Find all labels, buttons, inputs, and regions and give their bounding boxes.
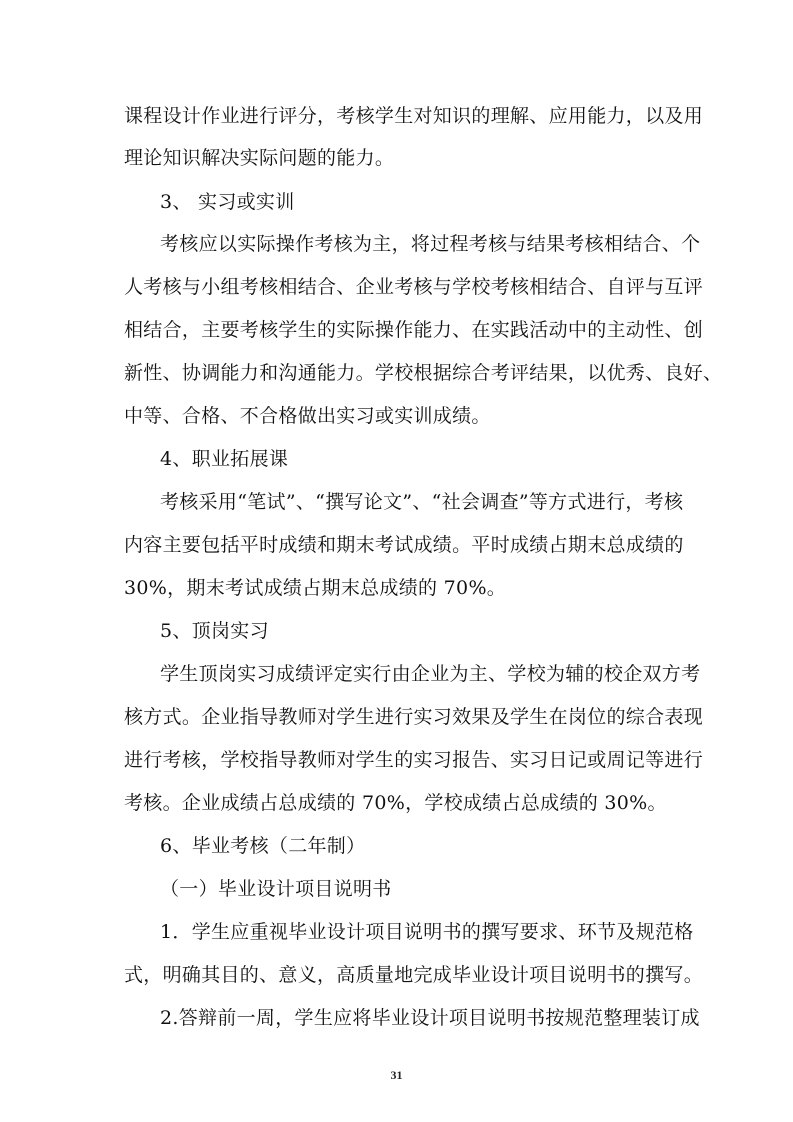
paragraph-line: 人考核与小组考核相结合、企业考核与学校考核相结合、自评与互评	[124, 276, 704, 298]
paragraph-line: 学生顶岗实习成绩评定实行由企业为主、学校为辅的校企双方考	[160, 663, 701, 685]
section-heading-graduation: 6、毕业考核（二年制）	[160, 835, 366, 857]
paragraph-line: 考核应以实际操作考核为主，将过程考核与结果考核相结合、个	[160, 233, 701, 255]
subsection-heading-specification: （一）毕业设计项目说明书	[160, 878, 392, 900]
paragraph-line: 30%，期末考试成绩占期末总成绩的 70%。	[124, 577, 507, 599]
paragraph-line: 相结合，主要考核学生的实际操作能力、在实践活动中的主动性、创	[124, 319, 704, 341]
paragraph-line: 进行考核，学校指导教师对学生的实习报告、实习日记或周记等进行	[124, 749, 704, 771]
paragraph-line: 新性、协调能力和沟通能力。学校根据综合考评结果，以优秀、良好、	[124, 362, 723, 384]
section-heading-internship: 3、 实习或实训	[160, 191, 295, 213]
paragraph-line: 考核。企业成绩占总成绩的 70%，学校成绩占总成绩的 30%。	[124, 792, 667, 814]
paragraph-line: 式，明确其目的、意义，高质量地完成毕业设计项目说明书的撰写。	[124, 964, 704, 986]
paragraph-line: 1．学生应重视毕业设计项目说明书的撰写要求、环节及规范格	[160, 921, 694, 943]
page-number: 31	[390, 1068, 403, 1082]
paragraph-line: 理论知识解决实际问题的能力。	[124, 147, 395, 169]
paragraph-line: 2.答辩前一周，学生应将毕业设计项目说明书按规范整理装订成	[160, 1007, 700, 1029]
section-heading-career-expansion: 4、职业拓展课	[160, 448, 289, 470]
paragraph-line: 中等、合格、不合格做出实习或实训成绩。	[124, 405, 491, 427]
section-heading-placement: 5、顶岗实习	[160, 620, 269, 642]
paragraph-line: 课程设计作业进行评分，考核学生对知识的理解、应用能力，以及用	[124, 105, 704, 127]
paragraph-line: 核方式。企业指导教师对学生进行实习效果及学生在岗位的综合表现	[124, 706, 704, 728]
paragraph-line: 内容主要包括平时成绩和期末考试成绩。平时成绩占期末总成绩的	[124, 534, 684, 556]
paragraph-line: 考核采用“笔试”、“撰写论文”、“社会调查”等方式进行，考核	[160, 491, 684, 513]
